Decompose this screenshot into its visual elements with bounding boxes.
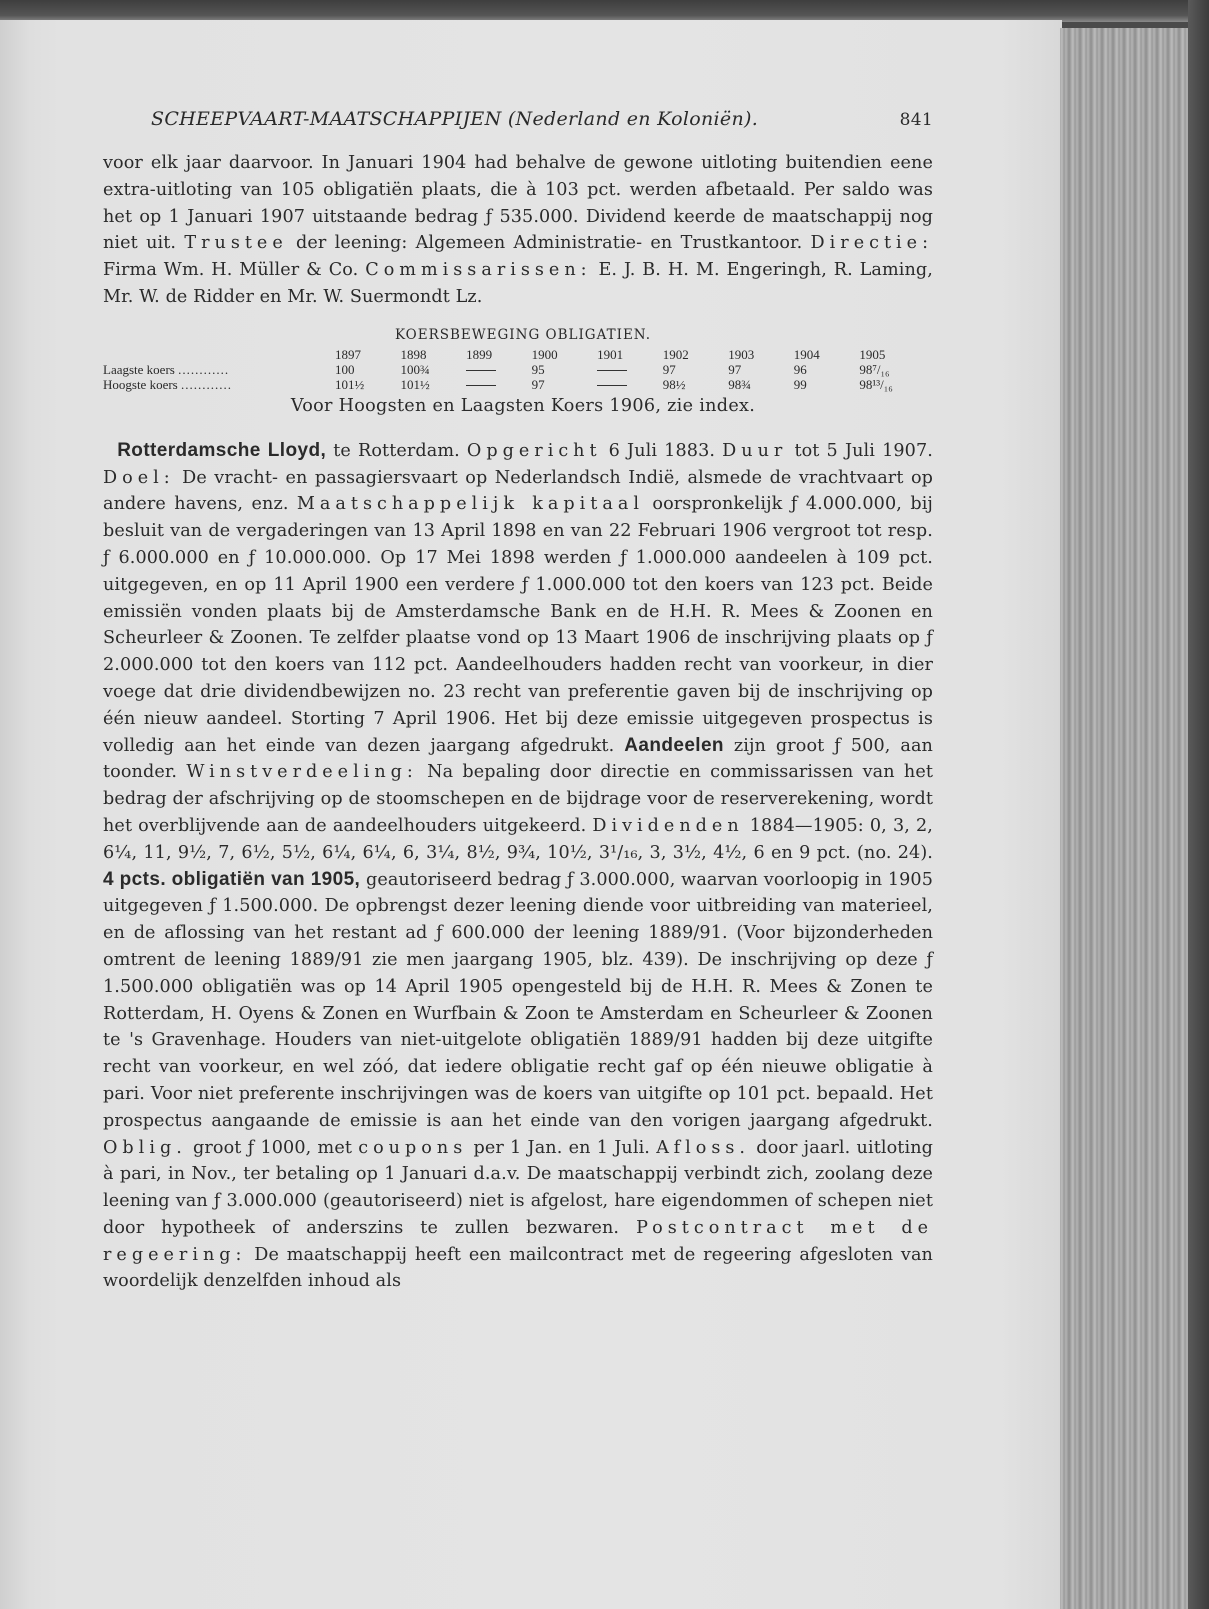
page-stack-edges — [1060, 28, 1188, 1609]
trustee-text: der leening: Algemeen Administratie- en Trustkantoor. — [296, 233, 803, 254]
table-cell: 97 — [728, 361, 742, 377]
oblig-text: groot ƒ 1000, met — [193, 1137, 353, 1158]
company-seat: te Rotterdam. — [333, 440, 460, 461]
page-number: 841 — [899, 110, 933, 130]
koers-table-title: KOERSBEWEGING OBLIGATIEN. — [394, 326, 652, 343]
commissarissen-text: E. J. B. H. M. Engeringh, R. Laming, Mr. W. de Ridder en Mr. W. Suermondt Lz. — [103, 260, 933, 307]
table-cell-dash — [466, 377, 532, 392]
year-header: 1898 — [400, 346, 427, 362]
table-cell: 98½ — [662, 376, 686, 392]
postcontract-label: Postcontract met de regeering: — [103, 1217, 934, 1265]
koers-table-note: Voor Hoogsten en Laagsten Koers 1906, zie index. — [290, 395, 756, 416]
table-cell: 97 — [662, 361, 676, 377]
row-label: Hoogste koers ............ — [103, 376, 232, 392]
table-cell: 100¾ — [400, 361, 430, 377]
koers-table — [103, 347, 925, 392]
table-cell: 100 — [334, 361, 355, 377]
table-cell: 101½ — [400, 376, 430, 392]
afloss-text: door jaarl. uitloting à pari, in Nov., ter betaling op 1 Januari d.a.v. De maatschappij verbindt zich, zoolang deze leening van ƒ 3.000.000 (geautoriseerd) niet is afgelost, hare eigendommen of schepen niet door hypotheek of anderszins te zullen bezwaren. — [103, 1137, 933, 1238]
company-name: Rotterdamsche Lloyd, — [117, 439, 327, 461]
coupons-label: coupons — [358, 1137, 468, 1158]
year-header: 1904 — [793, 346, 820, 362]
directie-label: Directie: — [810, 233, 933, 254]
afloss-label: Afloss. — [656, 1137, 750, 1158]
trustee-label: Trustee — [184, 233, 288, 254]
table-cell: 101½ — [334, 376, 365, 392]
duur-text: tot 5 Juli 1907. — [794, 440, 933, 461]
duur-label: Duur — [722, 440, 788, 461]
year-header: 1899 — [466, 346, 493, 362]
winstverdeeling-text: Na bepaling door directie en commissarissen van het bedrag der afschrijving op de stoomschepen en de bijdrage voor de reserverekening, wordt het overblijvende aan de aandeelhouders uitgekeerd. — [103, 762, 934, 836]
table-cell: 96 — [793, 361, 807, 377]
opgericht-text: 6 Juli 1883. — [608, 440, 716, 461]
directie-text: Firma Wm. H. Müller & Co. — [103, 260, 359, 281]
opgericht-label: Opgericht — [466, 440, 602, 461]
table-cell: 98⁷/₁₆ — [859, 361, 890, 377]
year-header: 1903 — [728, 346, 755, 362]
aandeelen-label: Aandeelen — [624, 734, 724, 756]
year-header: 1897 — [334, 346, 361, 362]
dividenden-label: Dividenden — [592, 815, 744, 836]
postcontract-text: De maatschappij heeft een mailcontract met de regeering afgesloten van woordelijk denzelfden inhoud als — [103, 1244, 933, 1292]
aandeelen-text: zijn groot ƒ 500, aan toonder. — [103, 735, 933, 783]
table-cell: 98¾ — [728, 376, 751, 392]
winstverdeeling-label: Winstverdeeling: — [186, 762, 418, 783]
table-cell: 95 — [531, 361, 545, 377]
obligatien-label: 4 pcts. obligatiën van 1905, — [103, 868, 361, 890]
book-cover-edge — [1188, 0, 1209, 1609]
table-cell: 97 — [531, 376, 545, 392]
coupons-text: per 1 Jan. en 1 Juli. — [473, 1137, 650, 1158]
year-header: 1902 — [662, 346, 689, 362]
table-row — [103, 362, 925, 377]
obligatien-text: geautoriseerd bedrag ƒ 3.000.000, waarvan voorloopig in 1905 uitgegeven ƒ 1.500.000. De opbrengst dezer leening diende voor uitbreiding van materieel, en de aflossing van het restant ad ƒ 600.000 der leening 1889/91. (Voor bijzonderheden omtrent de leening 1889/91 zie men jaargang 1905, blz. 439). De inschrijving op deze ƒ 1.500.000 obligatiën was op 14 April 1905 opengesteld bij de H.H. R. Mees & Zonen te Rotterdam, H. Oyens & Zonen en Wurfbain & Zoon te Amsterdam en Scheurleer & Zoonen te 's Gravenhage. Houders van niet-uitgelote obligatiën 1889/91 hadden bij deze uitgifte recht van voorkeur, en wel zóó, dat iedere obligatie recht gaf op één nieuwe obligatie à pari. Voor niet preferente inschrijvingen was de koers van uitgifte op 101 pct. bepaald. Het prospectus aangaande de emissie is aan het einde van den vorigen jaargang afgedrukt. — [103, 869, 934, 1131]
kapitaal-text: oorspronkelijk ƒ 4.000.000, bij besluit van de vergaderingen van 13 April 1898 en van 22 Februari 1906 vergroot tot resp. ƒ 6.000.000 en ƒ 10.000.000. Op 17 Mei 1898 werden ƒ 1.000.000 aandeelen à 109 pct. uitgegeven, en op 11 April 1900 een verdere ƒ 1.000.000 tot den koers van 123 pct. Beide emissiën vonden plaats bij de Amsterdamsche Bank en de H.H. R. Mees & Zoonen en Scheurleer & Zoonen. Te zelfder plaatse vond op 13 Maart 1906 de inschrijving plaats op ƒ 2.000.000 tot den koers van 112 pct. Aandeelhouders hadden recht van voorkeur, in dier voege dat drie dividendbewijzen no. 23 recht van preferentie gaven bij de inschrijving op één nieuw aandeel. Storting 7 April 1906. Het bij deze emissie uitgegeven prospectus is volledig aan het einde van dezen jaargang afgedrukt. — [103, 494, 933, 756]
scan-top-edge — [0, 0, 1209, 22]
year-header: 1905 — [859, 346, 886, 362]
kapitaal-label: Maatschappelijk kapitaal — [296, 494, 644, 515]
table-cell: 99 — [793, 376, 807, 392]
table-cell-dash — [466, 362, 532, 377]
year-header: 1900 — [531, 346, 558, 362]
commissarissen-label: Commissarissen: — [365, 260, 592, 281]
page-text-block — [103, 108, 933, 1295]
entry-rotterdamsche-lloyd — [103, 438, 933, 1296]
doel-text: De vracht- en passagiersvaart op Nederlandsch Indië, alsmede de vrachtvaart op andere havens, enz. — [103, 467, 933, 515]
continuation-text: voor elk jaar daarvoor. In Januari 1904 had behalve de gewone uitloting buitendien eene extra-uitloting van 105 obligatiën plaats, die à 103 pct. werden afbetaald. Per saldo was het op 1 Januari 1907 uitstaande bedrag ƒ 535.000. Dividend keerde de maatschappij nog niet uit. — [103, 153, 933, 254]
table-row — [103, 377, 925, 392]
table-cell: 98¹³/₁₆ — [859, 376, 893, 392]
running-head — [103, 108, 933, 130]
table-cell-dash — [597, 362, 663, 377]
oblig-label: Oblig. — [103, 1137, 187, 1158]
year-header: 1901 — [597, 346, 624, 362]
paragraph-previous-entry — [103, 150, 933, 311]
row-label: Laagste koers ............ — [103, 361, 230, 377]
koers-header-row — [103, 347, 925, 362]
running-head-title: SCHEEPVAART-MAATSCHAPPIJEN (Nederland en Koloniën). — [151, 108, 759, 130]
table-cell-dash — [597, 377, 663, 392]
dividenden-text: 1884—1905: 0, 3, 2, 6¼, 11, 9½, 7, 6½, 5½, 6¼, 6¼, 6, 3¼, 8½, 9¾, 10½, 3¹/₁₆, 3, 3½, 4½, 6 en 9 pct. (no. 24). — [103, 815, 933, 863]
doel-label: Doel: — [103, 467, 175, 488]
